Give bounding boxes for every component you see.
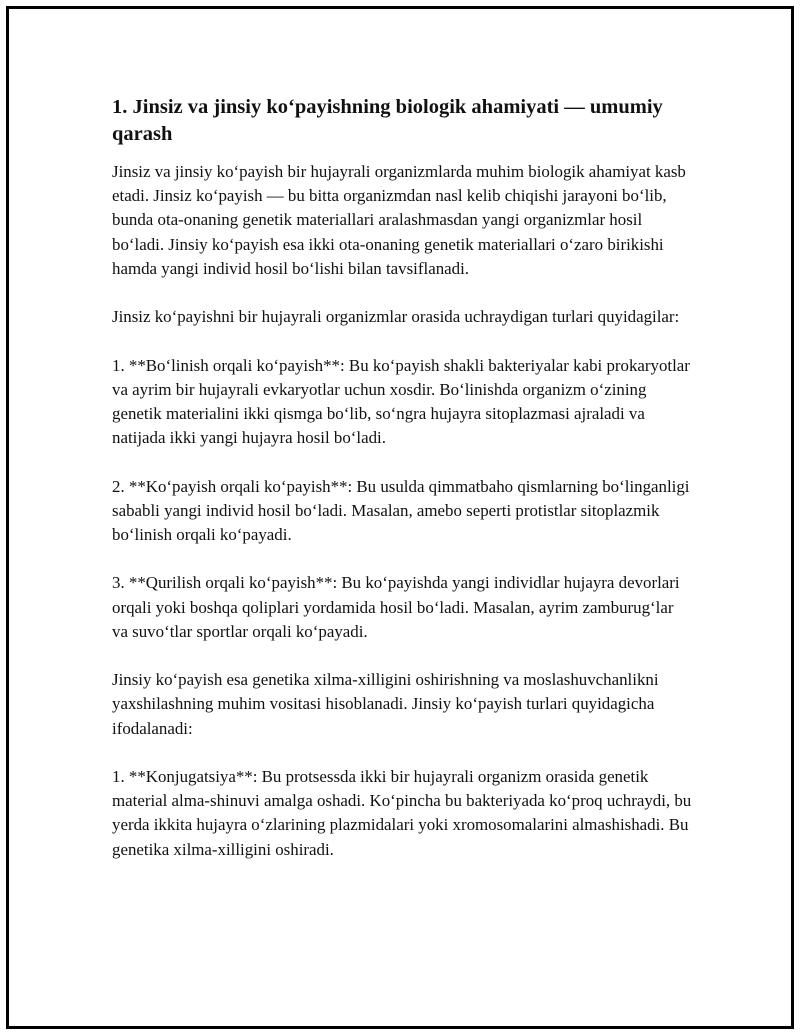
paragraph-sexual-intro: Jinsiy koʻpayish esa genetika xilma-xilligini oshirishning va moslashuvchanlikni yaxshilashning muhim vositasi hisoblanadi. Jinsiy koʻpayish turlari quyidagicha ifodalanadi: [112,670,659,738]
paragraph-asexual-types: Jinsiz koʻpayishni bir hujayrali organizmlar orasida uchraydigan turlari quyidagilar: [112,307,680,327]
document-body [112,94,692,886]
paragraph-intro: Jinsiz va jinsiy koʻpayish bir hujayrali organizmlarda muhim biologik ahamiyat kasb etadi. Jinsiz koʻpayish — bu bitta organizmdan nasl kelib chiqishi jarayoni boʻlib, bunda ota-onaning genetik materiallari aralashmasdan yangi organizmlar hosil boʻladi. Jinsiy koʻpayish esa ikki ota-onaning genetik materiallari oʻzaro birikishi hamda yangi individ hosil boʻlishi bilan tavsiflanadi. [112,162,686,278]
paragraph-asexual-item-3: 3. **Qurilish orqali koʻpayish**: Bu koʻpayishda yangi individlar hujayra devorlari orqali yoki boshqa qoliplari yordamida hosil boʻladi. Masalan, ayrim zamburugʻlar va suvoʻtlar sportlar orqali koʻpayadi. [112,573,680,641]
paragraph-sexual-item-1: 1. **Konjugatsiya**: Bu protsessda ikki bir hujayrali organizm orasida genetik material alma-shinuvi amalga oshadi. Koʻpincha bu bakteriyada koʻproq uchraydi, bu yerda ikkita hujayra oʻzlarining plazmidalari yoki xromosomalarini almashishadi. Bu genetika xilma-xilligini oshiradi. [112,766,692,859]
paragraph-asexual-item-2: 2. **Koʻpayish orqali koʻpayish**: Bu usulda qimmatbaho qismlarning boʻlinganligi sababli yangi individ hosil boʻladi. Masalan, amebo seperti protistlar sitoplazmik boʻlinish orqali koʻpayadi. [112,476,690,544]
section-heading: 1. Jinsiz va jinsiy koʻpayishning biologik ahamiyati — umumiy qarash [112,96,663,145]
paragraph-asexual-item-1: 1. **Boʻlinish orqali koʻpayish**: Bu koʻpayish shakli bakteriyalar kabi prokaryotlar va ayrim bir hujayrali evkaryotlar uchun xosdir. Boʻlinishda organizm oʻzining genetik materialini ikki qismga boʻlib, soʻngra hujayra sitoplazmasi ajraladi va natijada ikki yangi hujayra hosil boʻladi. [112,355,690,448]
